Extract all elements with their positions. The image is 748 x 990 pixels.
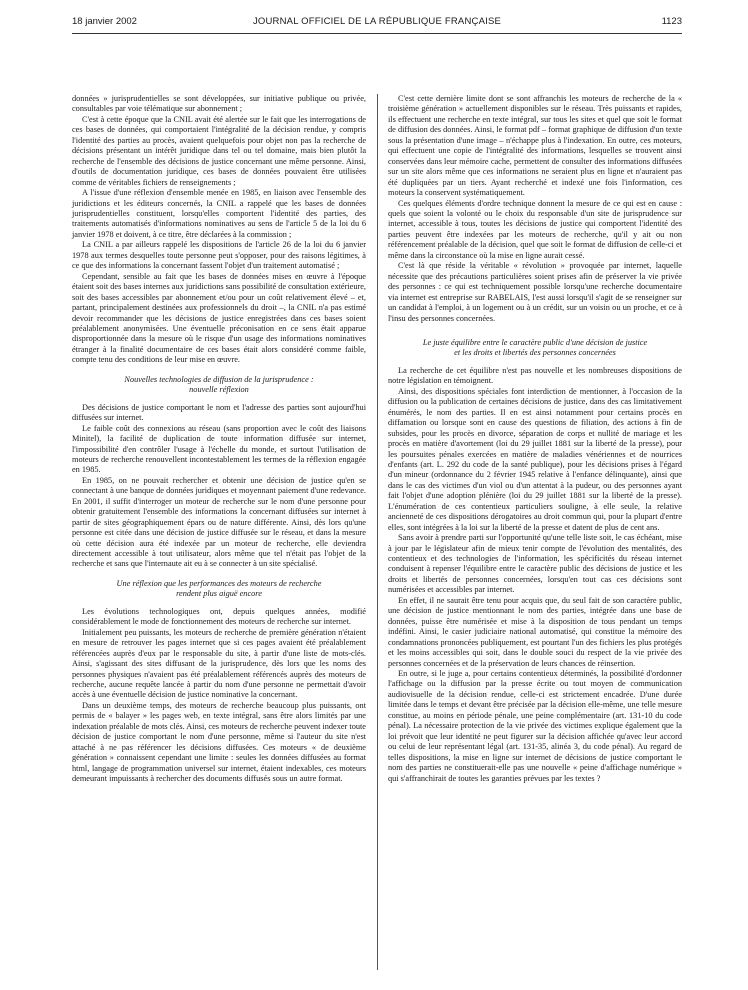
section-heading-line: Nouvelles technologies de diffusion de la jurisprudence : <box>124 374 314 384</box>
paragraph: données » jurisprudentielles se sont développées, sur initiative publique ou privée, consultables par voie télématique sur abonnement ; <box>72 94 366 114</box>
section-heading <box>388 338 682 359</box>
header-page-number: 1123 <box>661 16 682 27</box>
section-heading <box>72 579 366 600</box>
section-heading <box>72 375 366 396</box>
paragraph: Initialement peu puissants, les moteurs de recherche de première génération n'étaient en mesure de retrouver les pages internet que si ces pages avaient été préalablement référencées auprès d'eux par le responsable du site, à partir d'une liste de mots-clés. Ainsi, s'agissant des sites diffusant de la jurisprudence, dès lors que les noms des personnes physiques n'avaient pas été préalablement référencés auprès des moteurs de recherche, aucune requête lancée à partir du nom d'une personne ne permettait d'avoir accès à une éventuelle décision de justice nominative la concernant. <box>72 627 366 700</box>
paragraph: Des décisions de justice comportant le nom et l'adresse des parties sont aujourd'hui diffusées sur internet. <box>72 402 366 423</box>
section-heading-line: et les droits et libertés des personnes concernées <box>454 348 616 358</box>
paragraph: Les évolutions technologiques ont, depuis quelques années, modifié considérablement le mode de fonctionnement des moteurs de recherche sur internet. <box>72 606 366 627</box>
paragraph: A l'issue d'une réflexion d'ensemble menée en 1985, en liaison avec l'ensemble des juridictions et les éditeurs concernés, la CNIL a rappelé que les bases de données jurisprudentielles constituent, lorsqu'elles comportent l'identité des parties, des traitements automatisés d'informations nominatives au sens de l'article 5 de la loi du 6 janvier 1978 et doivent, à ce titre, être déclarées à la commission ; <box>72 188 366 239</box>
section-heading-line: Le juste équilibre entre le caractère public d'une décision de justice <box>422 337 648 347</box>
paragraph: Dans un deuxième temps, des moteurs de recherche beaucoup plus puissants, ont permis de « balayer » les pages web, en texte intégral, sans être alors limités par une indexation préalable de mots clés. Ainsi, ces moteurs de recherche peuvent indexer toute décision de justice comportant le nom d'une personne, même si l'auteur du site n'est attaché à ne pas référencer les décisions diffusées. Ces moteurs « de deuxième génération » connaissent cependant une limite : seules les données diffusées au format html, langage de programmation universel sur internet, étaient indexables, ces moteurs demeurant impuissants à rechercher des documents diffusés sous un autre format. <box>72 700 366 784</box>
paragraph: C'est là que réside la véritable « révolution » provoquée par internet, laquelle nécessite que des précautions particulières soient prises afin de préserver la vie privée des personnes : ce qui est techniquement possible lorsqu'une recherche documentaire via internet est entreprise sur RABELAIS, l'est aussi lorsqu'il s'agit de se renseigner sur un candidat à l'emploi, à un logement ou à un crédit, sur un voisin ou un proche, et ce à l'insu des personnes concernées. <box>388 261 682 323</box>
column-divider <box>377 94 378 970</box>
paragraph: Sans avoir à prendre parti sur l'opportunité qu'une telle liste soit, le cas échéant, mise à jour par le législateur afin de mieux tenir compte de l'évolution des mentalités, des contentieux et des technologies de l'information, les spécificités du réseau internet conduisent à repenser l'équilibre entre le caractère public des décisions de justice et les droits et libertés de personnes concernées, lorsqu'en tout cas ces décisions sont numérisées et accessibles par internet. <box>388 533 682 595</box>
header-rule <box>72 33 682 34</box>
paragraph: C'est à cette époque que la CNIL avait été alertée sur le fait que les interrogations de ces bases de données, qui comportaient l'intégralité de la décision rendue, y compris l'identité des parties au procès, avaient quelquefois pour objet non pas la recherche de décisions présentant un intérêt juridique dans tel ou tel domaine, mais bien plutôt la recherche de l'ensemble des décisions de justice concernant une même personne. Ainsi, d'outils de documentation juridique, ces bases de données pouvaient être utilisées comme de véritables fichiers de renseignements ; <box>72 114 366 187</box>
left-column <box>72 94 366 785</box>
page-header <box>72 16 682 30</box>
section-heading-line: nouvelle réflexion <box>189 385 249 395</box>
right-column <box>388 94 682 784</box>
paragraph: En outre, si le juge a, pour certains contentieux déterminés, la possibilité d'ordonner l'affichage ou la diffusion par la presse écrite ou tout moyen de communication audiovisuelle de la décision rendue, celle-ci est strictement encadrée. D'une durée limitée dans le temps et devant être précisée par la décision elle-même, une telle mesure constitue, au moins en période pénale, une peine complémentaire (art. 131-10 du code pénal). La nécessaire protection de la vie privée des victimes explique également que la loi prévoit que leur identité ne peut figurer sur la décision affichée qu'avec leur accord ou celui de leur représentant légal (art. 131-35, alinéa 3, du code pénal). Au regard de telles dispositions, la mise en ligne sur internet de décisions de justice comportant le nom des parties ne constituerait-elle pas une nouvelle « peine d'affichage numérique » qui s'affranchirait de toutes les garanties prévues par les textes ? <box>388 669 682 783</box>
header-date: 18 janvier 2002 <box>72 16 137 27</box>
paragraph: En effet, il ne saurait être tenu pour acquis que, du seul fait de son caractère public, une décision de justice mentionnant le nom des parties, intégrée dans une base de données, puisse être numérisée et mise à la disposition de tous pendant un temps indéfini. Ainsi, le casier judiciaire national automatisé, qui constitue la mémoire des condamnations prononcées publiquement, est pourtant l'un des fichiers les plus protégés et les moins accessibles qui soit, dans le double souci du respect de la vie privée des personnes concernées et de la préservation de leurs chances de réinsertion. <box>388 595 682 668</box>
paragraph: Cependant, sensible au fait que les bases de données mises en œuvre à l'époque étaient soit des bases internes aux juridictions sans possibilité de consultation extérieure, soit des bases accessibles par abonnement et/ou pour un coût relativement élevé – et, partant, principalement destinées aux professionnels du droit –, la CNIL n'a pas estimé devoir recommander que les décisions de justice enregistrées dans ces bases soient préalablement anonymisées. Une éventuelle préconisation en ce sens était apparue disproportionnée dans la mesure où le risque d'un usage des informations nominatives étranger à la finalité documentaire de ces bases était alors considéré comme faible, compte tenu des conditions de leur mise en œuvre. <box>72 271 367 365</box>
paragraph: Ainsi, des dispositions spéciales font interdiction de mentionner, à l'occasion de la diffusion ou la publication de certaines décisions de justice, dans des cas limitativement énumérés, le nom des parties. Il en est ainsi notamment pour certains procès en diffamation ou lorsque sont en cause des questions de filiation, des actions à fin de subsides, pour les procès en divorce, séparation de corps et nullité de mariage et les procès en matière d'avortement (loi du 29 juillet 1881 sur la liberté de la presse), pour les poursuites pénales exercées en matière de maladies vénériennes et de nourrices d'enfants (art. L. 292 du code de la santé publique), pour les décisions prises à l'égard d'un mineur (ordonnance du 2 février 1945 relative à l'enfance délinquante), ainsi que dans le cas des victimes d'un viol ou d'un attentat à la pudeur, ou des personnes ayant fait l'objet d'une adoption plénière (loi du 29 juillet 1881 sur la liberté de la presse). L'énumération de ces contentieux particuliers souligne, à elle seule, la relative ancienneté de ces dispositions dérogatoires au droit commun qui, pour la plupart d'entre elles, sont intégrées à la loi sur la liberté de la presse et datent de plus de cent ans. <box>388 386 682 532</box>
section-heading-line: Une réflexion que les performances des moteurs de recherche <box>116 578 322 588</box>
paragraph: La recherche de cet équilibre n'est pas nouvelle et les nombreuses dispositions de notre législation en témoignent. <box>388 365 682 386</box>
paragraph: Ces quelques éléments d'ordre technique donnent la mesure de ce qui est en cause : quels que soient la volonté ou le choix du responsable d'un site de jurisprudence sur internet, accessible à tous, toutes les décisions de justice qui comportent l'identité des parties peuvent être indexées par les moteurs de recherche, qu'il y ait ou non référencement préalable de la décision, quel que soit le format de diffusion de celle-ci et même dans la circonstance où la mise en ligne aurait cessé. <box>388 198 682 260</box>
section-heading-line: rendent plus aiguë encore <box>176 589 262 599</box>
header-title: JOURNAL OFFICIEL DE LA RÉPUBLIQUE FRANÇAISE <box>252 16 502 27</box>
paragraph: En 1985, on ne pouvait rechercher et obtenir une décision de justice qu'en se connectant à une banque de données juridiques et moyennant paiement d'une redevance. En 2001, il suffit d'interroger un moteur de recherche sur le nom d'une personne pour obtenir gratuitement l'ensemble des informations la concernant diffusées sur internet à partir de sites géographiquement épars ou de nature différente. Ainsi, dès lors qu'une personne est citée dans une décision de justice diffusée sur le réseau, et dans la mesure où cette décision aura été indexée par un moteur de recherche, elle deviendra directement accessible à tout utilisateur, alors même que tel n'était pas l'objet de la recherche et sans que l'internaute ait eu à se connecter à un site spécialisé. <box>72 475 366 569</box>
paragraph: La CNIL a par ailleurs rappelé les dispositions de l'article 26 de la loi du 6 janvier 1978 aux termes desquelles toute personne peut s'opposer, pour des raisons légitimes, à ce que des informations la concernant fassent l'objet d'un traitement automatisé ; <box>72 240 366 271</box>
paragraph: Le faible coût des connexions au réseau (sans proportion avec le coût des liaisons Minitel), la facilité de duplication de toute information diffusée sur internet, l'impossibilité d'en contrôler l'usage à l'échelle du monde, et surtout l'utilisation de moteurs de recherche renouvellent incontestablement les termes de la réflexion engagée en 1985. <box>72 423 366 475</box>
paragraph: C'est cette dernière limite dont se sont affranchis les moteurs de recherche de la « troisième génération » actuellement disponibles sur le réseau. Très puissants et rapides, ils effectuent une recherche en texte intégral, sur tous les sites et quel que soit le format de diffusion des données. Ainsi, le format pdf – format graphique de diffusion d'un texte sous la présentation d'une image – n'échappe plus à l'indexation. En outre, ces moteurs, qui effectuent une copie de l'intégralité des informations, lesquelles se trouvent ainsi conservées dans leur mémoire cache, permettent de consulter des informations diffusées sur un site alors même que ces informations ne seraient plus en ligne et n'auraient pas été dupliquées par un tiers. Ayant recherché et indexé une fois l'information, ces moteurs la conservent systématiquement. <box>388 94 682 198</box>
